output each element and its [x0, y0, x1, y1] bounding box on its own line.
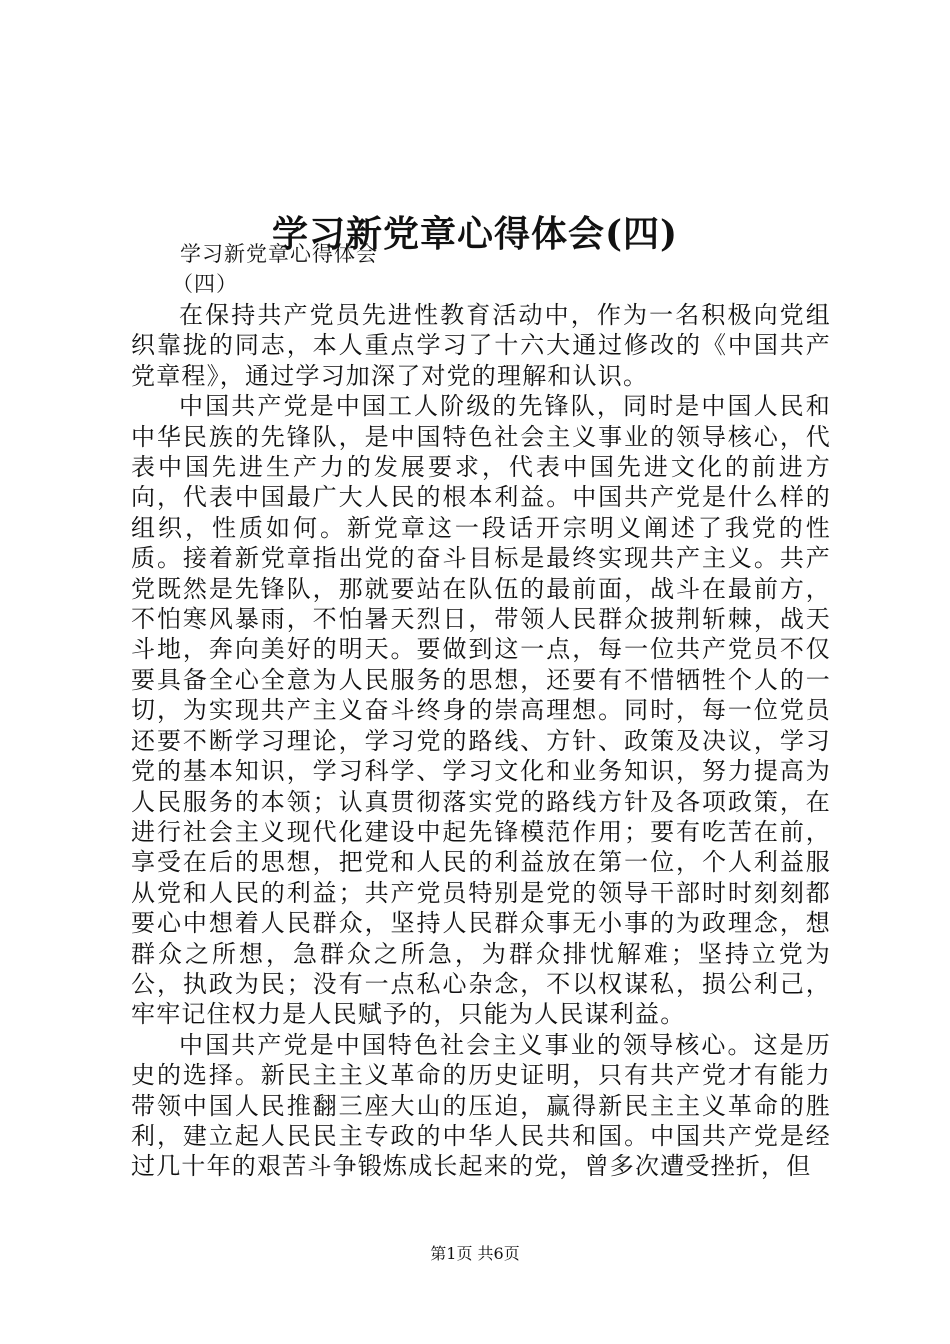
document-title: 学习新党章心得体会(四) — [271, 213, 679, 256]
document-subtitle: 学习新党章心得体会 — [180, 242, 378, 266]
paragraph-2: 中国共产党是中国工人阶级的先锋队，同时是中国人民和中华民族的先锋队，是中国特色社会主义事业的领导核心，代表中国先进生产力的发展要求，代表中国先进文化的前进方向，代表中国最广大人民的根本利益。中国共产党是什么样的组织，性质如何。新党章这一段话开宗明义阐述了我党的性质。接着新党章指出党的奋斗目标是最终实现共产主义。共产党既然是先锋队，那就要站在队伍的最前面，战斗在最前方，不怕寒风暴雨，不怕暑天烈日，带领人民群众披荆斩棘，战天斗地，奔向美好的明天。要做到这一点，每一位共产党员不仅要具备全心全意为人民服务的思想，还要有不惜牺牲个人的一切，为实现共产主义奋斗终身的崇高理想。同时，每一位党员还要不断学习理论，学习党的路线、方针、政策及决议，学习党的基本知识，学习科学、学习文化和业务知识，努力提高为人民服务的本领；认真贯彻落实党的路线方针及各项政策，在进行社会主义现代化建设中起先锋模范作用；要有吃苦在前，享受在后的思想，把党和人民的利益放在第一位，个人利益服从党和人民的利益；共产党员特别是党的领导干部时时刻刻都要心中想着人民群众，坚持人民群众事无小事的为政理念，想群众之所想，急群众之所急，为群众排忧解难；坚持立党为公，执政为民；没有一点私心杂念，不以权谋私，损公利己，牢牢记住权力是人民赋予的，只能为人民谋利益。 — [131, 392, 831, 1029]
document-body — [131, 300, 831, 1190]
document-subtitle-number: （四） — [172, 272, 238, 296]
paragraph-1: 在保持共产党员先进性教育活动中，作为一名积极向党组织靠拢的同志，本人重点学习了十六大通过修改的《中国共产党章程》，通过学习加深了对党的理解和认识。 — [131, 301, 831, 390]
paragraph-3: 中国共产党是中国特色社会主义事业的领导核心。这是历史的选择。新民主主义革命的历史证明，只有共产党才有能力带领中国人民推翻三座大山的压迫，赢得新民主主义革命的胜利，建立起人民民主专政的中华人民共和国。中国共产党是经过几十年的艰苦斗争锻炼成长起来的党，曾多次遭受挫折，但 — [131, 1030, 831, 1181]
page-footer: 第1页 共6页 — [430, 1244, 520, 1263]
